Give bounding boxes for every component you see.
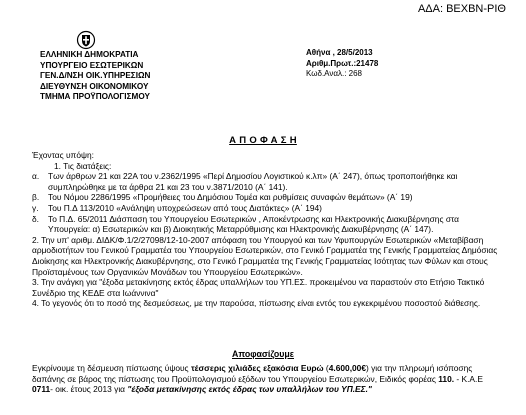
sub-item-mark: γ.: [32, 202, 39, 213]
kae-code: 0711: [32, 384, 51, 395]
sub-item-text: Το Π.Δ. 65/2011 Διάσπαση του Υπουργείου Εσωτερικών , Αποκέντρωσης και Ηλεκτρονικής Διακυβέρνησης στα Υπουργεία: α) Εσωτερικών και β) Διοικητικής Μεταρρύθμισης και Ηλεκτρονικής Διακυβέρνησης (Α΄ 147).: [48, 213, 460, 235]
item-3: 3. Την ανάγκη για "έξοδα μετακίνησης εκτός έδρας υπαλλήλων του ΥΠ.ΕΣ. προκειμένου να παραστούν στο Ετήσιο Τακτικό Συνέδριο της ΚΕΔΕ στα Ιωάννινα": [32, 277, 485, 298]
sub-item-text: Του Π.Δ 113/2010 «Ανάληψη υποχρεώσεων από τους Διατάκτες» (Α΄ 194): [48, 202, 322, 213]
item-2: 2. Την υπ' αριθμ. ΔΙΔΚ/Φ.1/2/27098/12-10-2007 απόφαση του Υπουργού και των Υφυπουργών Εσωτερικών «Μεταβίβαση αρμοδιοτήτων του Γενικού Γραμματέα του Υπουργείου Εσωτερικών, στο Γενικό Γραμματέα της Γενικής Γραμματείας Δημόσιας Διοίκησης και Ηλεκτρονικής Διακυβέρνησης, στο Γενικό Γραμματέα της Γενικής Γραμματείας Ισότητας των Φύλων και στους Προϊσταμένους των Οργανικών Μονάδων του Υπουργείου Εσωτερικών».: [32, 234, 498, 277]
analysis-code: Κωδ.Αναλ.: 268: [306, 69, 362, 78]
header-line: ΕΛΛΗΝΙΚΗ ΔΗΜΟΚΡΑΤΙΑ: [40, 50, 139, 59]
document-date: Αθήνα , 28/5/2013: [306, 48, 373, 57]
sub-item-mark: α.: [32, 171, 40, 182]
sub-item: [32, 203, 502, 214]
item-1: 1. Τις διατάξεις:: [54, 160, 112, 171]
document-meta: [306, 48, 378, 80]
decision-text: [32, 363, 504, 395]
decision-text-part: - οικ. έτους 2013 για: [50, 384, 128, 395]
sub-item-mark: δ.: [32, 213, 39, 224]
protocol-number: Αριθμ.Πρωτ.:21478: [306, 58, 379, 68]
greek-emblem-icon: [76, 30, 96, 50]
amount-in-words: τέσσερις χιλιάδες εξακόσια Ευρώ: [190, 363, 324, 373]
document-body: [32, 150, 502, 309]
decision-text-part: - Κ.Α.Ε: [454, 373, 483, 384]
item-4: 4. Το γεγονός ότι το ποσό της δεσμεύσεως, με την παρούσα, πίστωσης είναι εντός του εγκεκριμένου ποσοστού διάθεσης.: [32, 298, 481, 309]
sub-item-text: Των άρθρων 21 και 22Α του ν.2362/1995 «Περί Δημοσίου Λογιστικού κ.λπ» (Α΄ 247), όπως τροποποιήθηκε και συμπληρώθηκε με τα άρθρα 21 και 23 του ν.3871/2010 (Α΄ 141).: [48, 171, 458, 192]
amount-number: 4.600,00€: [328, 363, 366, 373]
decision-text-part: Εγκρίνουμε τη δέσμευση πίστωσης ύψους: [32, 363, 191, 373]
decision-text-part: ) για την πληρωμή ισόποσης δαπάνης σε βάρος της πίστωσης του Προϋπολογισμού εξόδων του Υπουργείου Εσωτερικών, Ειδικός φορέας: [32, 363, 473, 384]
decision-heading: Αποφασίζουμε: [232, 349, 294, 359]
sub-item: [32, 214, 502, 235]
issuer-header: [40, 50, 150, 103]
sub-item-text: Του Νόμου 2286/1995 «Προμήθειες του Δημόσιου Τομέα και ρυθμίσεις συναφών θεμάτων» (Α΄ 19): [48, 192, 413, 203]
considering-label: Έχοντας υπόψη:: [32, 150, 94, 160]
document-title: Α Π Ο Φ Α Σ Η: [229, 135, 297, 146]
header-line: ΔΙΕΥΘΥΝΣΗ ΟΙΚΟΝΟΜΙΚΟΥ: [40, 81, 149, 91]
sub-item: [32, 192, 502, 203]
expense-purpose: "έξοδα μετακίνησης εκτός έδρας των υπαλλήλων του ΥΠ.ΕΣ.": [127, 384, 372, 395]
ada-code: ΑΔΑ: ΒΕΧΒΝ-ΡΙΘ: [417, 3, 506, 15]
header-line: ΓΕΝ.Δ/ΝΣΗ ΟΙΚ.ΥΠΗΡΕΣΙΩΝ: [40, 71, 151, 80]
header-line: ΤΜΗΜΑ ΠΡΟΫΠΟΛΟΓΙΣΜΟΥ: [40, 92, 150, 101]
special-body-code: 110.: [438, 373, 455, 384]
header-line: ΥΠΟΥΡΓΕΙΟ ΕΣΩΤΕΡΙΚΩΝ: [40, 60, 144, 70]
sub-item: [32, 171, 502, 192]
decision-text-part: (: [323, 363, 329, 373]
sub-item-mark: β.: [32, 192, 40, 203]
